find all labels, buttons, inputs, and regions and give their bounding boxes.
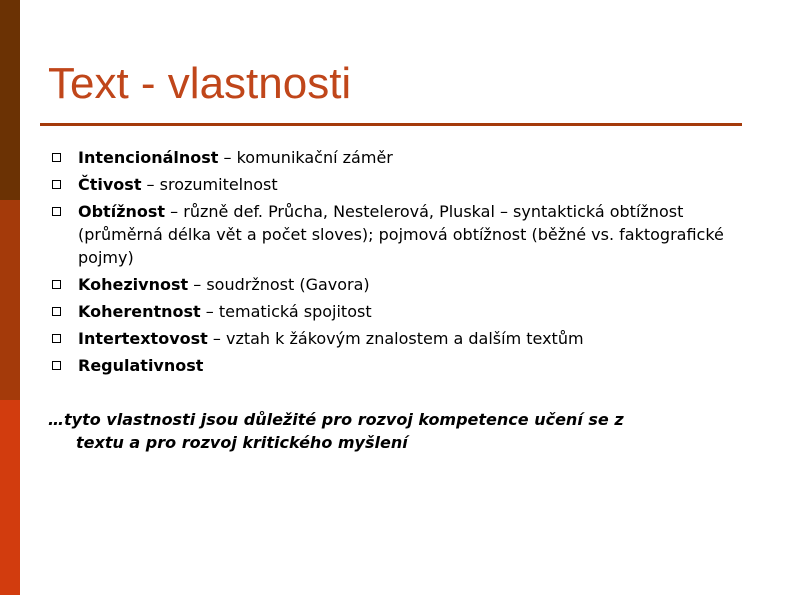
- square-bullet-icon: [52, 180, 61, 189]
- summary-note-line2: textu a pro rozvoj kritického myšlení: [76, 433, 408, 452]
- square-bullet-icon: [52, 361, 61, 370]
- list-item: [48, 144, 748, 171]
- square-bullet-icon: [52, 307, 61, 316]
- list-item: [48, 271, 748, 298]
- slide-title: Text - vlastnosti: [48, 59, 352, 108]
- bullet-term: Čtivost: [78, 175, 142, 194]
- bullet-list: [48, 144, 748, 379]
- bullet-text: – komunikační záměr: [218, 148, 393, 167]
- bullet-text: – soudržnost (Gavora): [188, 275, 370, 294]
- square-bullet-icon: [52, 280, 61, 289]
- bullet-term: Obtížnost: [78, 202, 166, 221]
- bullet-text: – srozumitelnost: [141, 175, 278, 194]
- list-item: [48, 171, 748, 198]
- bullet-term: Regulativnost: [78, 356, 204, 375]
- square-bullet-icon: [52, 207, 61, 216]
- bullet-term: Intencionálnost: [78, 148, 219, 167]
- summary-note-line1: …tyto vlastnosti jsou důležité pro rozvoj kompetence učení se z: [48, 410, 624, 429]
- bullet-term: Kohezivnost: [78, 275, 189, 294]
- square-bullet-icon: [52, 153, 61, 162]
- title-divider: [40, 123, 742, 126]
- list-item: [48, 325, 748, 352]
- bullet-text: – tematická spojitost: [200, 302, 372, 321]
- square-bullet-icon: [52, 334, 61, 343]
- bullet-term: Koherentnost: [78, 302, 201, 321]
- bullet-term: Intertextovost: [78, 329, 208, 348]
- sidebar-segment-light: [0, 400, 20, 595]
- slide-sidebar-stripe: [0, 0, 20, 595]
- list-item: [48, 298, 748, 325]
- sidebar-segment-dark: [0, 0, 20, 200]
- list-item: [48, 198, 748, 271]
- summary-note: [48, 408, 738, 454]
- sidebar-segment-mid: [0, 200, 20, 400]
- list-item: [48, 352, 748, 379]
- bullet-text: – různě def. Průcha, Nestelerová, Pluskal – syntaktická obtížnost (průměrná délka vět a počet sloves); pojmová obtížnost (běžné vs. faktografické pojmy): [78, 202, 724, 267]
- bullet-text: – vztah k žákovým znalostem a dalším textům: [207, 329, 584, 348]
